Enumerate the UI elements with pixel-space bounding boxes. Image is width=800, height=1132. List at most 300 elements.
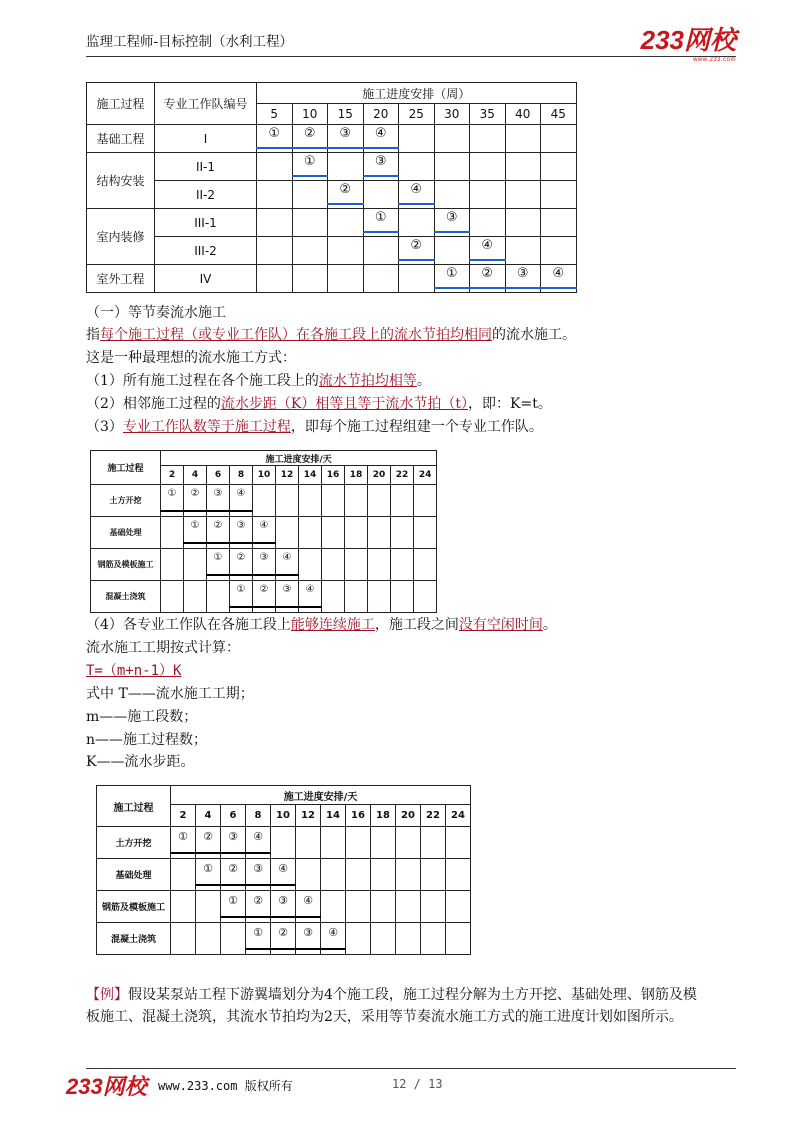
empty-cell <box>434 237 470 265</box>
empty-cell <box>292 181 328 209</box>
empty-cell <box>434 153 470 181</box>
segment-number: ③ <box>282 584 292 595</box>
table-row <box>91 517 437 549</box>
tick-label: 18 <box>345 466 368 485</box>
point-4-emphasis-1: 能够连续施工 <box>290 617 375 633</box>
empty-cell <box>368 549 391 581</box>
team-cell: III-2 <box>155 237 257 265</box>
empty-cell <box>399 125 435 153</box>
process-cell: 基础处理 <box>91 517 161 549</box>
segment-number: ④ <box>282 552 292 563</box>
table-row <box>91 549 437 581</box>
point-2-prefix: （2）相邻施工过程的 <box>86 396 221 412</box>
empty-cell <box>371 891 396 923</box>
empty-cell <box>434 181 470 209</box>
empty-cell <box>328 153 364 181</box>
bar-cell <box>221 891 246 923</box>
empty-cell <box>505 125 541 153</box>
team-cell: II-1 <box>155 153 257 181</box>
process-cell: 室外工程 <box>87 265 155 293</box>
empty-cell <box>296 859 321 891</box>
progress-bar <box>292 147 329 149</box>
empty-cell <box>184 581 207 613</box>
tick-label: 15 <box>328 104 364 125</box>
segment-number: ③ <box>445 210 458 225</box>
bar-cell <box>184 485 207 517</box>
empty-cell <box>414 485 437 517</box>
progress-bar <box>270 948 296 950</box>
footer-page-number: 12 / 13 <box>392 1077 443 1091</box>
empty-cell <box>196 891 221 923</box>
header-row <box>97 786 471 805</box>
empty-cell <box>321 827 346 859</box>
team-cell: IV <box>155 265 257 293</box>
tick-label: 6 <box>207 466 230 485</box>
point-4-middle: ，施工段之间 <box>374 617 459 633</box>
tick-label: 8 <box>246 805 271 827</box>
bar-cell <box>363 153 399 181</box>
segment-number: ③ <box>253 862 263 875</box>
table-row <box>87 125 577 153</box>
table-row <box>91 581 437 613</box>
tick-label: 45 <box>541 104 577 125</box>
table-row <box>97 891 471 923</box>
footer-logo[interactable]: 233网校 <box>66 1074 147 1099</box>
progress-bar <box>195 884 221 886</box>
empty-cell <box>368 485 391 517</box>
progress-bar <box>229 510 253 512</box>
progress-bar <box>206 510 230 512</box>
empty-cell <box>391 517 414 549</box>
footer-site: www.233.com 版权所有 <box>158 1079 293 1093</box>
where-line: 式中 T——流水施工工期； <box>86 686 254 702</box>
bar-cell <box>271 891 296 923</box>
point-3-emphasis: 专业工作队数等于施工过程 <box>122 419 291 435</box>
tick-label: 20 <box>363 104 399 125</box>
progress-bar <box>252 574 276 576</box>
progress-bar <box>275 606 299 608</box>
empty-cell <box>271 827 296 859</box>
progress-bar <box>245 852 271 854</box>
bar-cell <box>253 517 276 549</box>
empty-cell <box>328 265 364 293</box>
empty-cell <box>345 517 368 549</box>
progress-bar <box>295 916 321 918</box>
team-cell: III-1 <box>155 209 257 237</box>
point-2-suffix: ，即：K=t。 <box>468 396 552 412</box>
empty-cell <box>446 891 471 923</box>
segment-number: ③ <box>374 154 387 169</box>
progress-bar <box>220 852 246 854</box>
segment-number: ③ <box>516 266 529 281</box>
bar-cell <box>328 125 364 153</box>
empty-cell <box>541 209 577 237</box>
empty-cell <box>371 859 396 891</box>
segment-number: ④ <box>253 830 263 843</box>
bar-cell <box>221 859 246 891</box>
empty-cell <box>257 153 293 181</box>
tick-label: 16 <box>322 466 345 485</box>
table-row <box>87 209 577 237</box>
empty-cell <box>505 153 541 181</box>
point-4-suffix: 。 <box>542 617 557 633</box>
segment-number: ② <box>410 238 423 253</box>
tick-label: 2 <box>161 466 184 485</box>
var-m: m——施工段数； <box>86 709 198 725</box>
col-header-process: 施工过程 <box>91 451 161 485</box>
point-4 <box>86 615 557 636</box>
bar-cell <box>399 181 435 209</box>
definition-emphasis: 每个施工过程（或专业工作队）在各施工段上的流水节拍均相同 <box>100 327 492 343</box>
progress-bar <box>298 606 322 608</box>
formula: T=（m+n-1）K <box>86 663 182 679</box>
example-text-1: 假设某泵站工程下游翼墙划分为4个施工段，施工过程分解为土方开挖、基础处理、钢筋及模 <box>128 987 697 1003</box>
definition-suffix: 的流水施工。 <box>492 327 576 343</box>
table-row <box>97 923 471 955</box>
bar-cell <box>230 581 253 613</box>
segment-number: ④ <box>374 126 387 141</box>
segment-number: ② <box>278 926 288 939</box>
bar-cell <box>470 237 506 265</box>
progress-bar <box>245 884 271 886</box>
segment-number: ④ <box>552 266 565 281</box>
empty-cell <box>421 827 446 859</box>
point-3 <box>86 417 543 438</box>
bar-cell <box>246 827 271 859</box>
empty-cell <box>391 485 414 517</box>
empty-cell <box>346 923 371 955</box>
progress-bar <box>540 287 577 289</box>
table-row <box>91 485 437 517</box>
empty-cell <box>505 237 541 265</box>
point-1-suffix: 。 <box>416 373 431 389</box>
table-row <box>87 153 577 181</box>
empty-cell <box>257 209 293 237</box>
empty-cell <box>368 581 391 613</box>
segment-number: ① <box>303 154 316 169</box>
progress-bar <box>275 574 299 576</box>
empty-cell <box>470 153 506 181</box>
segment-number: ③ <box>213 488 223 499</box>
progress-bar <box>183 542 207 544</box>
bar-cell <box>246 859 271 891</box>
bar-cell <box>196 859 221 891</box>
definition-prefix: 指 <box>86 327 100 343</box>
empty-cell <box>321 859 346 891</box>
team-cell: I <box>155 125 257 153</box>
tick-label: 22 <box>391 466 414 485</box>
example-line-2: 板施工、混凝土浇筑，其流水节拍均为2天，采用等节奏流水施工方式的施工进度计划如图所示。 <box>86 1009 683 1025</box>
progress-bar <box>160 510 184 512</box>
progress-bar <box>229 606 253 608</box>
empty-cell <box>321 891 346 923</box>
segment-number: ③ <box>236 520 246 531</box>
example-line-1 <box>86 985 697 1006</box>
bar-cell <box>292 153 328 181</box>
progress-bar <box>206 574 230 576</box>
tick-label: 4 <box>184 466 207 485</box>
bar-cell <box>257 125 293 153</box>
empty-cell <box>322 549 345 581</box>
empty-cell <box>414 549 437 581</box>
progress-bar <box>256 147 293 149</box>
section-title: （一）等节奏流水施工 <box>86 305 226 321</box>
empty-cell <box>322 517 345 549</box>
tick-label: 14 <box>321 805 346 827</box>
progress-bar <box>398 203 435 205</box>
segment-number: ① <box>268 126 281 141</box>
progress-bar <box>320 948 346 950</box>
empty-cell <box>399 265 435 293</box>
empty-cell <box>505 209 541 237</box>
empty-cell <box>470 181 506 209</box>
empty-cell <box>421 891 446 923</box>
point-3-suffix: ，即每个施工过程组建一个专业工作队。 <box>290 419 543 435</box>
segment-number: ④ <box>481 238 494 253</box>
segment-number: ③ <box>339 126 352 141</box>
empty-cell <box>276 517 299 549</box>
segment-number: ① <box>228 894 238 907</box>
team-cell: II-2 <box>155 181 257 209</box>
empty-cell <box>345 485 368 517</box>
empty-cell <box>171 891 196 923</box>
empty-cell <box>541 153 577 181</box>
point-4-prefix: （4）各专业工作队在各施工段上 <box>86 617 291 633</box>
progress-bar <box>398 259 435 261</box>
empty-cell <box>299 549 322 581</box>
brand-logo-text: 233网校 <box>640 25 736 55</box>
progress-bar <box>434 287 471 289</box>
header-rule <box>86 56 736 57</box>
segment-number: ② <box>236 552 246 563</box>
bar-cell <box>292 125 328 153</box>
point-1-emphasis: 流水节拍均相等 <box>318 373 417 389</box>
progress-bar <box>183 510 207 512</box>
progress-bar <box>295 948 321 950</box>
empty-cell <box>207 581 230 613</box>
tick-label: 10 <box>253 466 276 485</box>
segment-number: ③ <box>228 830 238 843</box>
progress-bar <box>363 175 400 177</box>
col-header-process: 施工过程 <box>97 786 171 827</box>
bar-cell <box>296 891 321 923</box>
tick-label: 8 <box>230 466 253 485</box>
col-header-process: 施工过程 <box>87 83 155 125</box>
bar-cell <box>207 485 230 517</box>
schedule-table-days-1 <box>90 450 437 613</box>
segment-number: ④ <box>259 520 269 531</box>
tick-label: 10 <box>292 104 328 125</box>
progress-bar <box>292 175 329 177</box>
tick-label: 40 <box>505 104 541 125</box>
progress-bar <box>270 884 296 886</box>
bar-cell <box>253 549 276 581</box>
span-header-schedule: 施工进度安排/天 <box>161 451 437 466</box>
point-3-prefix: （3） <box>86 419 123 435</box>
empty-cell <box>161 581 184 613</box>
table-row <box>87 265 577 293</box>
empty-cell <box>396 827 421 859</box>
empty-cell <box>161 549 184 581</box>
tick-label: 24 <box>446 805 471 827</box>
empty-cell <box>299 485 322 517</box>
empty-cell <box>257 237 293 265</box>
table-row <box>97 827 471 859</box>
process-cell: 土方开挖 <box>91 485 161 517</box>
empty-cell <box>470 209 506 237</box>
empty-cell <box>541 181 577 209</box>
var-k: K——流水步距。 <box>86 754 195 770</box>
process-cell: 室内装修 <box>87 209 155 265</box>
tick-label: 2 <box>171 805 196 827</box>
empty-cell <box>184 549 207 581</box>
bar-cell <box>184 517 207 549</box>
bar-cell <box>230 485 253 517</box>
empty-cell <box>221 923 246 955</box>
footer-rule <box>86 1068 736 1069</box>
bar-cell <box>296 923 321 955</box>
process-cell: 基础处理 <box>97 859 171 891</box>
bar-cell <box>470 265 506 293</box>
tick-label: 22 <box>421 805 446 827</box>
bar-cell <box>276 581 299 613</box>
progress-bar <box>229 574 253 576</box>
empty-cell <box>371 827 396 859</box>
segment-number: ② <box>213 520 223 531</box>
segment-number: ② <box>303 126 316 141</box>
bar-cell <box>434 209 470 237</box>
bar-cell <box>321 923 346 955</box>
bar-cell <box>328 181 364 209</box>
segment-number: ① <box>167 488 177 499</box>
progress-bar <box>363 231 400 233</box>
empty-cell <box>363 237 399 265</box>
bar-cell <box>221 827 246 859</box>
schedule-table-days-2 <box>96 785 471 955</box>
tick-label: 10 <box>271 805 296 827</box>
process-cell: 钢筋及模板施工 <box>97 891 171 923</box>
progress-bar <box>270 916 296 918</box>
tick-label: 12 <box>296 805 321 827</box>
empty-cell <box>257 181 293 209</box>
segment-number: ③ <box>278 894 288 907</box>
empty-cell <box>296 827 321 859</box>
header-row <box>91 451 437 466</box>
segment-number: ① <box>253 926 263 939</box>
empty-cell <box>446 827 471 859</box>
span-header-schedule: 施工进度安排（周） <box>257 83 577 104</box>
process-cell: 基础工程 <box>87 125 155 153</box>
bar-cell <box>505 265 541 293</box>
tick-label: 18 <box>371 805 396 827</box>
empty-cell <box>414 581 437 613</box>
segment-number: ④ <box>305 584 315 595</box>
progress-bar <box>170 852 196 854</box>
empty-cell <box>396 859 421 891</box>
example-label: 【例】 <box>86 987 128 1003</box>
segment-number: ② <box>339 182 352 197</box>
segment-number: ① <box>203 862 213 875</box>
empty-cell <box>292 237 328 265</box>
empty-cell <box>414 517 437 549</box>
process-cell: 土方开挖 <box>97 827 171 859</box>
empty-cell <box>470 125 506 153</box>
progress-bar <box>195 852 221 854</box>
segment-number: ② <box>481 266 494 281</box>
progress-bar <box>434 231 471 233</box>
tick-label: 4 <box>196 805 221 827</box>
progress-bar <box>245 948 271 950</box>
empty-cell <box>399 153 435 181</box>
empty-cell <box>299 517 322 549</box>
segment-number: ① <box>236 584 246 595</box>
empty-cell <box>368 517 391 549</box>
empty-cell <box>257 265 293 293</box>
empty-cell <box>371 923 396 955</box>
segment-number: ② <box>253 894 263 907</box>
segment-number: ① <box>445 266 458 281</box>
empty-cell <box>171 859 196 891</box>
segment-number: ③ <box>303 926 313 939</box>
table-row <box>87 237 577 265</box>
bar-cell <box>171 827 196 859</box>
bar-cell <box>363 125 399 153</box>
segment-number: ② <box>190 488 200 499</box>
empty-cell <box>171 923 196 955</box>
progress-bar <box>327 147 364 149</box>
empty-cell <box>391 581 414 613</box>
progress-bar <box>469 259 506 261</box>
progress-bar <box>363 147 400 149</box>
tick-label: 20 <box>396 805 421 827</box>
empty-cell <box>346 891 371 923</box>
bar-cell <box>271 923 296 955</box>
progress-bar <box>505 287 542 289</box>
empty-cell <box>276 485 299 517</box>
empty-cell <box>292 265 328 293</box>
segment-number: ② <box>259 584 269 595</box>
empty-cell <box>292 209 328 237</box>
col-header-team: 专业工作队编号 <box>155 83 257 125</box>
empty-cell <box>346 859 371 891</box>
span-header-schedule: 施工进度安排/天 <box>171 786 471 805</box>
empty-cell <box>322 581 345 613</box>
bar-cell <box>541 265 577 293</box>
progress-bar <box>252 606 276 608</box>
empty-cell <box>446 923 471 955</box>
empty-cell <box>363 265 399 293</box>
segment-number: ④ <box>410 182 423 197</box>
process-cell: 混凝土浇筑 <box>91 581 161 613</box>
point-2-emphasis: 流水步距（K）相等且等于流水节拍（t） <box>220 396 469 412</box>
segment-number: ④ <box>278 862 288 875</box>
progress-bar <box>252 542 276 544</box>
segment-number: ② <box>203 830 213 843</box>
process-cell: 结构安装 <box>87 153 155 209</box>
bar-cell <box>246 923 271 955</box>
empty-cell <box>363 181 399 209</box>
segment-number: ① <box>213 552 223 563</box>
empty-cell <box>541 125 577 153</box>
calc-line: 流水施工工期按式计算： <box>86 640 240 656</box>
bar-cell <box>246 891 271 923</box>
brand-logo-sub: www.233.com <box>693 57 736 63</box>
tick-label: 6 <box>221 805 246 827</box>
empty-cell <box>421 923 446 955</box>
empty-cell <box>505 181 541 209</box>
document-header-title: 监理工程师-目标控制（水利工程） <box>86 34 294 50</box>
process-cell: 混凝土浇筑 <box>97 923 171 955</box>
